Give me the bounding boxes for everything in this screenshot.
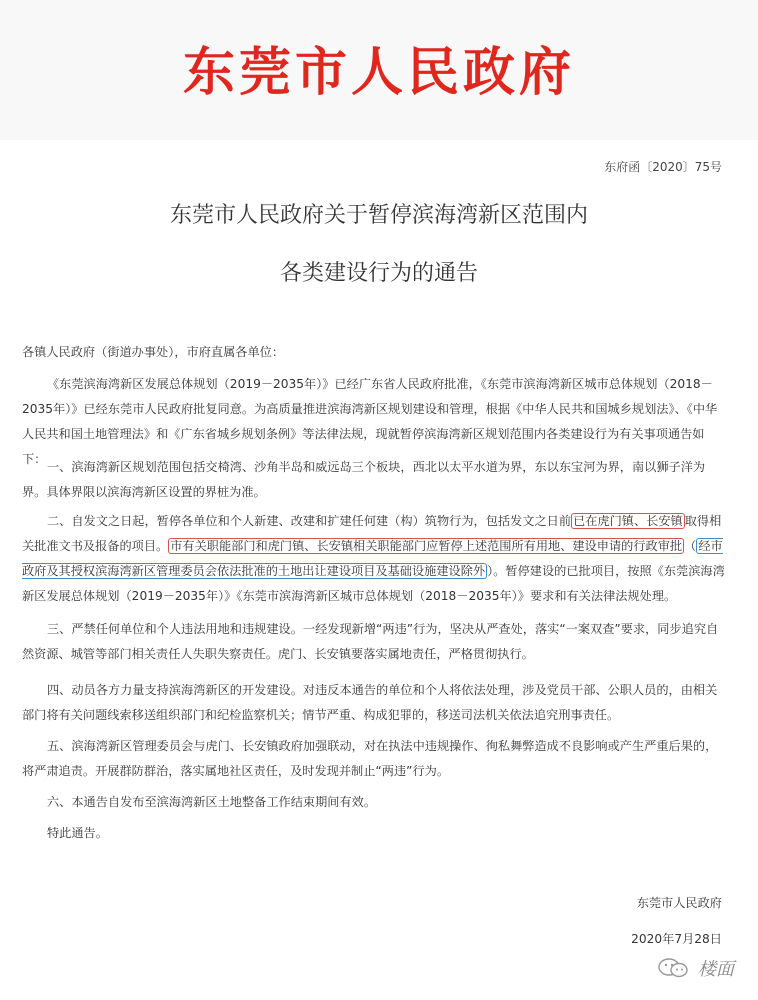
item-3-paragraph: 三、严禁任何单位和个人违法用地和违规建设。一经发现新增“两违”行为，坚决从严查处，落实“一案双查”要求，同步追究自然资源、城管等部门相关责任人失职失察责任。虎门、长安镇要落实属地责任，严格贯彻执行。 xyxy=(22,622,719,661)
signature-date: 2020年7月28日 xyxy=(631,932,722,946)
closing-line: 特此通告。 xyxy=(47,826,108,840)
signature-name: 东莞市人民政府 xyxy=(636,896,722,910)
item-2-paragraph xyxy=(22,509,728,609)
item-5-paragraph: 五、滨海湾新区管理委员会与虎门、长安镇政府加强联动，对在执法中违规操作、徇私舞弊造成不良影响或产生严重后果的，将严肃追责。开展群防群治，落实属地社区责任，及时发现并制止“两违”行为。 xyxy=(22,739,718,778)
document-number: 东府函〔2020〕75号 xyxy=(604,160,722,174)
item-4-paragraph: 四、动员各方力量支持滨海湾新区的开发建设。对违反本通告的单位和个人将依法处理，涉及党员干部、公职人员的，由相关部门将有关问题线索移送组织部门和纪检监察机关；情节严重、构成犯罪的，移送司法机关依法追究刑事责任。 xyxy=(22,683,718,722)
watermark xyxy=(656,955,734,981)
item2-text-2: 取得相关批准文书及报备的项目。 xyxy=(22,514,722,553)
intro-paragraph: 《东莞滨海湾新区发展总体规划（2019－2035年）》已经广东省人民政府批准，《东莞市滨海湾新区城市总体规划（2018－2035年）》已经东莞市人民政府批复同意。为高质量推进滨海湾新区规划建设和管理，根据《中华人民共和国城乡规划法》、《中华人民共和国土地管理法》和《广东省城乡规划条例》等法律法规，现就暂停滨海湾新区规划范围内各类建设行为有关事项通告如下： xyxy=(22,377,718,466)
wechat-icon xyxy=(656,957,692,979)
item2-text-3: （ xyxy=(684,539,697,553)
watermark-text: 楼面 xyxy=(698,959,734,980)
item2-text-4: ）。暂停建设的已批项目，按照《东莞滨海湾新区发展总体规划（2019－2035年）》《东莞市滨海湾新区城市总体规划（2018－2035年）》要求和有关法律法规处理。 xyxy=(22,564,725,603)
highlight-box-exemption: 经市政府及其授权滨海湾新区管理委员会依法批准的土地出让建设项目及基础设施建设除外 xyxy=(22,539,723,578)
notice-title-line2: 各类建设行为的通告 xyxy=(279,261,478,286)
item-6-paragraph: 六、本通告自发布至滨海湾新区土地整备工作结束期间有效。 xyxy=(47,795,377,809)
issuer-heading: 东莞市人民政府 xyxy=(182,43,575,103)
highlight-box-humen-changan: 已在虎门镇、长安镇 xyxy=(573,514,683,528)
item-1-paragraph: 一、滨海湾新区规划范围包括交椅湾、沙角半岛和威远岛三个板块，西北以太平水道为界，东以东宝河为界，南以狮子洋为界。具体界限以滨海湾新区设置的界桩为准。 xyxy=(22,460,706,499)
notice-title-line1: 东莞市人民政府关于暂停滨海湾新区范围内 xyxy=(169,203,588,228)
item2-text-1: 二、自发文之日起，暂停各单位和个人新建、改建和扩建任何建（构）筑物行为，包括发文之日前 xyxy=(47,514,572,528)
salutation: 各镇人民政府（街道办事处），市府直属各单位： xyxy=(22,345,285,359)
highlight-box-suspend-approval: 市有关职能部门和虎门镇、长安镇相关职能部门应暂停上述范围所有用地、建设申请的行政审批 xyxy=(170,539,683,553)
